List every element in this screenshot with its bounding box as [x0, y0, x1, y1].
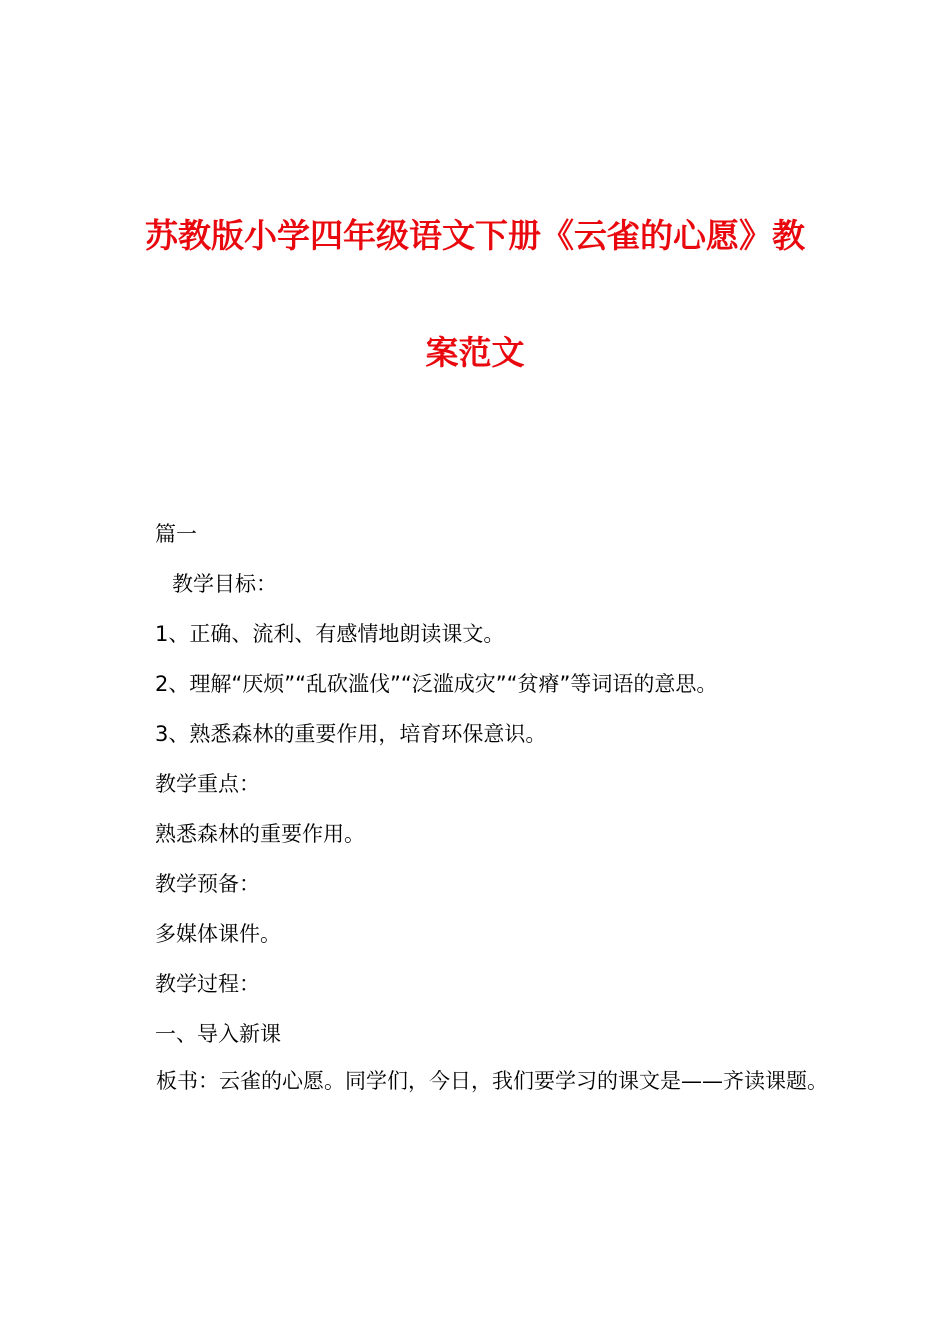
goal-item-3: 3、熟悉森林的重要作用，培育环保意识。: [155, 722, 547, 746]
document-title-line-1: 苏教版小学四年级语文下册《云雀的心愿》教: [145, 216, 805, 255]
goal-item-1: 1、正确、流利、有感情地朗读课文。: [155, 622, 505, 646]
focus-text: 熟悉森林的重要作用。: [155, 822, 365, 846]
goal-item-2: 2、理解“厌烦”“乱砍滥伐”“泛滥成灾”“贫瘠”等词语的意思。: [155, 672, 718, 696]
step1-paragraph: 板书：云雀的心愿。同学们，今日，我们要学习的课文是——齐读课题。: [156, 1069, 828, 1093]
document-title-line-2: 案范文: [425, 333, 525, 372]
focus-heading: 教学重点：: [155, 772, 260, 796]
prep-text: 多媒体课件。: [155, 922, 281, 946]
process-heading: 教学过程：: [155, 972, 260, 996]
section-label: 篇一: [155, 522, 197, 546]
prep-heading: 教学预备：: [155, 872, 260, 896]
step1-heading: 一、导入新课: [155, 1022, 281, 1046]
goals-heading: 教学目标：: [172, 572, 277, 596]
